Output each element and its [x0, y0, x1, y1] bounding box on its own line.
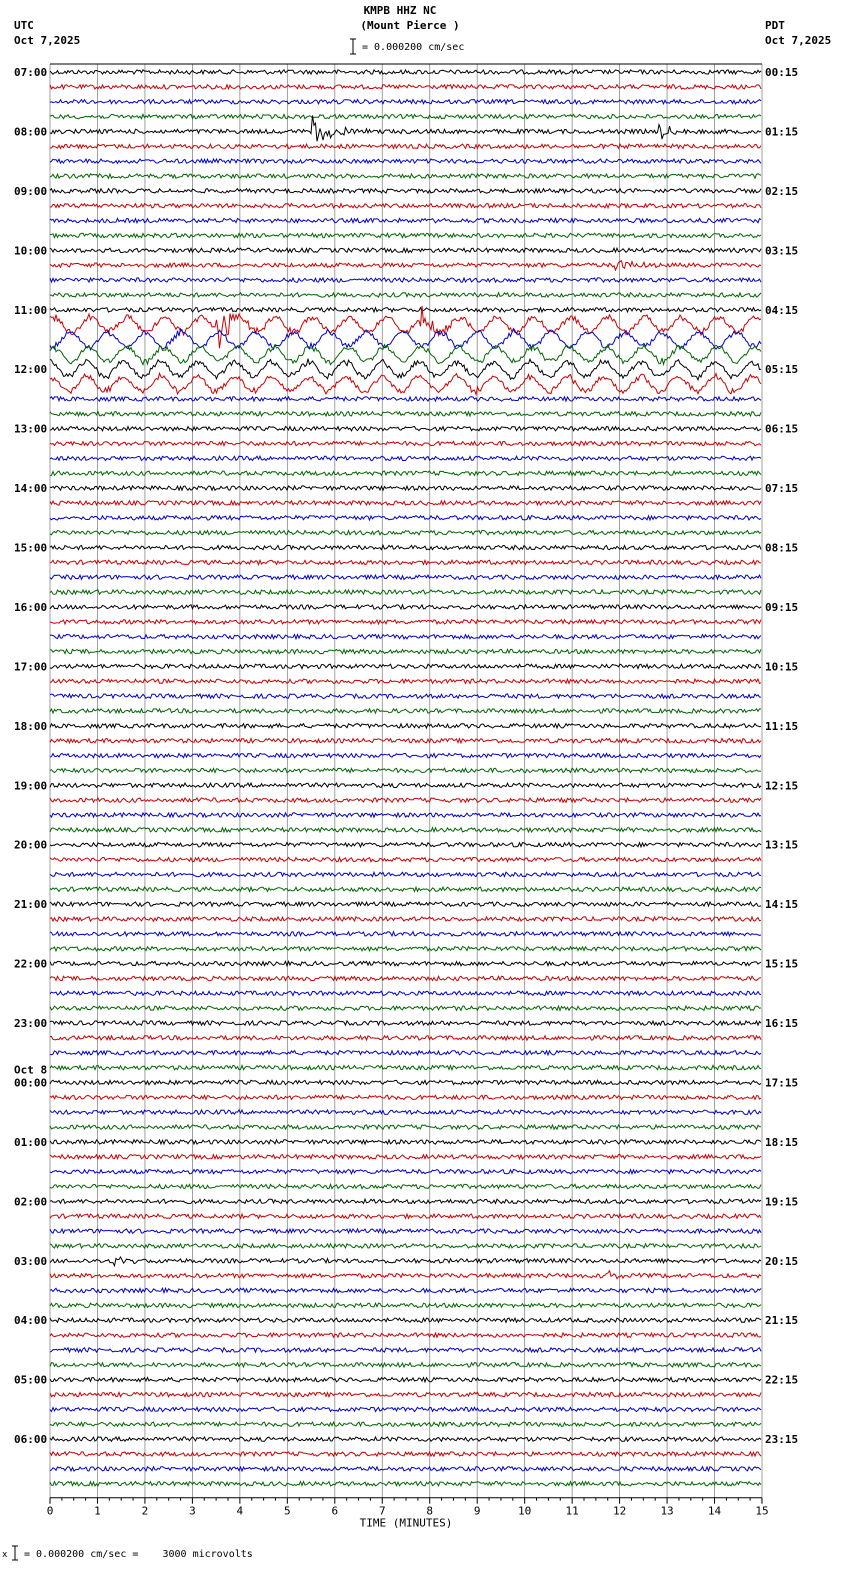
left-hour-label: 20:00	[14, 838, 48, 852]
left-hour-label: 07:00	[14, 66, 48, 79]
trace-25	[50, 441, 761, 445]
right-hour-label: 07:15	[765, 482, 799, 496]
trace-19	[50, 344, 761, 364]
left-hour-label: 11:00	[14, 303, 48, 317]
trace-43	[50, 709, 761, 713]
trace-73	[50, 1155, 761, 1159]
left-hour-label: 03:00	[14, 1254, 48, 1268]
left-hour-label: 15:00	[14, 541, 48, 555]
x-tick-label-4: 4	[236, 1504, 244, 1518]
trace-86	[50, 1348, 761, 1352]
x-tick-label-8: 8	[426, 1504, 434, 1518]
trace-87	[50, 1363, 761, 1367]
left-hour-label: 14:00	[14, 482, 48, 496]
trace-21	[50, 373, 761, 394]
left-hour-label: 13:00	[14, 422, 48, 436]
trace-61	[50, 976, 761, 980]
trace-74	[50, 1169, 761, 1173]
trace-83	[50, 1303, 761, 1307]
right-hour-label: 20:15	[765, 1254, 799, 1268]
x-tick-label-2: 2	[141, 1504, 149, 1518]
right-timezone: PDT	[765, 19, 785, 32]
trace-7	[50, 174, 761, 178]
right-hour-label: 18:15	[765, 1135, 799, 1149]
trace-42	[50, 694, 761, 698]
trace-55	[50, 887, 761, 891]
trace-67	[50, 1065, 761, 1069]
trace-30	[50, 516, 761, 520]
trace-34	[50, 575, 761, 579]
footer-scale-text: = 0.000200 cm/sec = 3000 microvolts	[24, 1549, 253, 1560]
trace-69	[50, 1095, 761, 1099]
x-tick-label-12: 12	[612, 1504, 627, 1518]
trace-22	[50, 397, 761, 401]
scale-text: = 0.000200 cm/sec	[362, 42, 465, 53]
trace-14	[50, 278, 761, 282]
trace-11	[50, 233, 761, 237]
right-hour-label: 11:15	[765, 719, 799, 733]
trace-47	[50, 768, 761, 772]
x-tick-label-10: 10	[518, 1504, 532, 1518]
trace-57	[50, 917, 761, 921]
trace-93	[50, 1452, 761, 1456]
right-hour-label: 09:15	[765, 600, 799, 614]
trace-15	[50, 293, 761, 297]
left-hour-label: 22:00	[14, 957, 48, 971]
trace-94	[50, 1467, 761, 1471]
right-hour-label: 10:15	[765, 660, 799, 674]
trace-27	[50, 471, 761, 475]
trace-32	[50, 545, 761, 549]
site-name: (Mount Pierce )	[360, 19, 460, 32]
trace-31	[50, 531, 761, 535]
trace-51	[50, 828, 761, 832]
right-hour-label: 19:15	[765, 1195, 799, 1209]
x-tick-label-13: 13	[660, 1504, 674, 1518]
trace-76	[50, 1199, 761, 1203]
trace-79	[50, 1244, 761, 1248]
x-tick-label-3: 3	[189, 1504, 196, 1518]
date-change-label: Oct 8	[14, 1063, 48, 1077]
trace-80	[50, 1257, 761, 1266]
trace-90	[50, 1407, 761, 1411]
trace-59	[50, 947, 761, 951]
trace-81	[50, 1271, 761, 1279]
right-hour-label: 21:15	[765, 1314, 799, 1328]
right-hour-label: 00:15	[765, 66, 799, 79]
left-hour-label: 00:00	[14, 1076, 48, 1090]
trace-82	[50, 1288, 761, 1292]
left-hour-label: 08:00	[14, 125, 48, 139]
trace-71	[50, 1125, 761, 1129]
right-hour-label: 04:15	[765, 303, 799, 317]
trace-23	[50, 412, 761, 416]
left-hour-label: 09:00	[14, 184, 48, 198]
trace-78	[50, 1229, 761, 1233]
left-hour-label: 21:00	[14, 898, 48, 912]
trace-68	[50, 1080, 761, 1084]
right-hour-label: 23:15	[765, 1433, 799, 1447]
trace-5	[50, 144, 761, 148]
left-hour-label: 12:00	[14, 363, 48, 377]
left-hour-label: 19:00	[14, 779, 48, 793]
trace-29	[50, 501, 761, 505]
right-date: Oct 7,2025	[765, 34, 832, 47]
trace-60	[50, 961, 761, 965]
trace-63	[50, 1006, 761, 1010]
right-hour-label: 01:15	[765, 125, 799, 139]
x-axis	[47, 1498, 769, 1530]
trace-65	[50, 1036, 761, 1040]
right-hour-label: 06:15	[765, 422, 799, 436]
trace-18	[50, 329, 761, 350]
trace-95	[50, 1482, 761, 1486]
right-hour-label: 13:15	[765, 838, 799, 852]
right-hour-label: 05:15	[765, 363, 799, 377]
station-title: KMPB HHZ NC	[363, 4, 437, 17]
trace-28	[50, 486, 761, 490]
right-hour-label: 17:15	[765, 1076, 799, 1090]
trace-13	[50, 261, 761, 270]
x-tick-label-15: 15	[755, 1504, 769, 1518]
trace-56	[50, 902, 761, 906]
right-hour-label: 02:15	[765, 184, 799, 198]
trace-49	[50, 798, 761, 802]
trace-6	[50, 159, 761, 163]
trace-53	[50, 857, 761, 861]
x-tick-label-7: 7	[378, 1504, 386, 1518]
trace-91	[50, 1422, 761, 1426]
left-hour-label: 18:00	[14, 719, 48, 733]
trace-39	[50, 649, 761, 653]
trace-16	[50, 308, 761, 312]
right-hour-label: 12:15	[765, 779, 799, 793]
trace-33	[50, 560, 761, 564]
x-tick-label-9: 9	[473, 1504, 481, 1518]
right-hour-label: 14:15	[765, 898, 799, 912]
trace-72	[50, 1140, 761, 1144]
trace-3	[50, 114, 761, 118]
left-hour-label: 05:00	[14, 1373, 48, 1387]
right-hour-label: 03:15	[765, 244, 799, 258]
trace-17	[50, 306, 761, 348]
left-hour-label: 16:00	[14, 600, 48, 614]
trace-52	[50, 843, 761, 847]
trace-38	[50, 635, 761, 639]
trace-62	[50, 991, 761, 995]
right-hour-labels	[765, 66, 798, 1446]
trace-1	[50, 85, 761, 89]
trace-8	[50, 189, 761, 193]
footer-marker: x	[2, 1550, 8, 1560]
x-tick-label-5: 5	[284, 1504, 291, 1518]
right-hour-label: 16:15	[765, 1017, 799, 1031]
trace-89	[50, 1392, 761, 1396]
trace-64	[50, 1021, 761, 1025]
trace-40	[50, 664, 761, 668]
right-hour-label: 22:15	[765, 1373, 799, 1387]
x-tick-label-0: 0	[46, 1504, 54, 1518]
x-tick-label-14: 14	[707, 1504, 722, 1518]
trace-41	[50, 679, 761, 683]
left-hour-label: 06:00	[14, 1433, 48, 1447]
right-hour-label: 15:15	[765, 957, 799, 971]
trace-12	[50, 248, 761, 252]
trace-50	[50, 813, 761, 817]
left-hour-label: 01:00	[14, 1135, 48, 1149]
trace-2	[50, 100, 761, 104]
trace-75	[50, 1184, 761, 1188]
trace-44	[50, 724, 761, 728]
right-hour-label: 08:15	[765, 541, 799, 555]
left-hour-label: 02:00	[14, 1195, 48, 1209]
trace-88	[50, 1378, 761, 1382]
seismic-traces	[50, 70, 761, 1486]
left-hour-label: 10:00	[14, 244, 48, 258]
x-tick-label-1: 1	[94, 1504, 101, 1518]
trace-4	[50, 115, 761, 141]
left-date: Oct 7,2025	[14, 34, 81, 47]
x-tick-label-6: 6	[331, 1504, 339, 1518]
trace-46	[50, 753, 761, 757]
x-axis-label: TIME (MINUTES)	[359, 1516, 453, 1530]
left-hour-label: 04:00	[14, 1314, 48, 1328]
trace-85	[50, 1333, 761, 1337]
trace-54	[50, 872, 761, 876]
trace-84	[50, 1318, 761, 1322]
trace-70	[50, 1110, 761, 1114]
trace-45	[50, 739, 761, 743]
trace-66	[50, 1051, 761, 1055]
trace-77	[50, 1214, 761, 1218]
trace-35	[50, 590, 761, 594]
left-hour-labels	[14, 66, 47, 1446]
trace-0	[50, 70, 761, 74]
trace-9	[50, 204, 761, 208]
trace-37	[50, 620, 761, 624]
trace-58	[50, 932, 761, 936]
trace-36	[50, 605, 761, 609]
left-hour-label: 17:00	[14, 660, 48, 674]
trace-26	[50, 456, 761, 460]
trace-92	[50, 1437, 761, 1441]
trace-10	[50, 218, 761, 222]
trace-48	[50, 783, 761, 787]
left-timezone: UTC	[14, 19, 34, 32]
left-hour-label: 23:00	[14, 1017, 48, 1031]
x-tick-label-11: 11	[565, 1504, 579, 1518]
trace-24	[50, 427, 761, 431]
